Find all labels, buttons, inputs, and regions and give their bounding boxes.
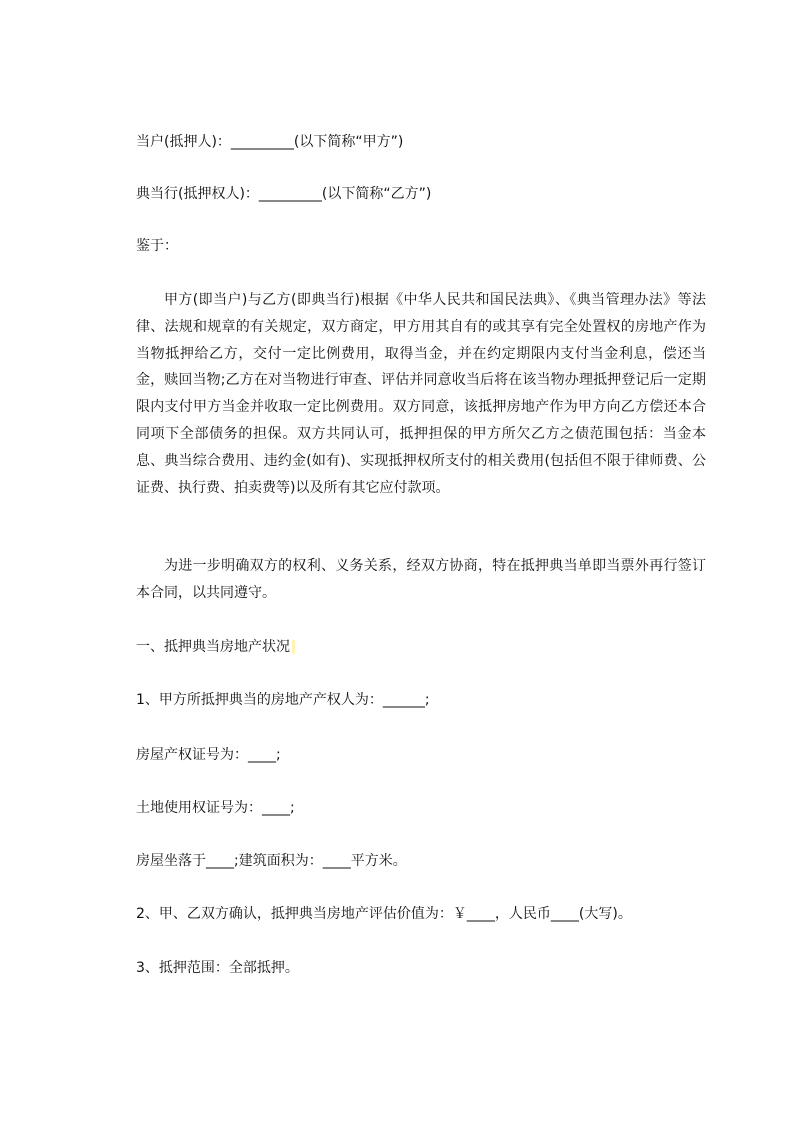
recital-paragraph: 甲方(即当户)与乙方(即典当行)根据《中华人民共和国民法典》、《典当管理办法》等法律、法规和规章的有关规定，双方商定，甲方用其自有的或其享有完全处置权的房地产作为当物抵押给乙方，交付一定比例费用，取得当金，并在约定期限内支付当金利息，偿还当金，赎回当物;乙方在对当物进行审查、评估并同意收当后将在该当物办理抵押登记后一定期限内支付甲方当金并收取一定比例费用。双方同意，该抵押房地产作为甲方向乙方偿还本合同项下全部债务的担保。双方共同认可，抵押担保的甲方所欠乙方之债范围包括：当金本息、典当综合费用、违约金(如有)、实现抵押权所支付的相关费用(包括但不限于律师费、公证费、执行费、拍卖费等)以及所有其它应付款项。 [136,292,706,496]
item-3-scope: 3、抵押范围：全部抵押。 [136,960,299,976]
section-1-title-text: 一、抵押典当房地产状况 [136,639,290,655]
party-b-line: 典当行(抵押权人)：_________(以下简称“乙方”) [136,186,432,202]
location-area-line: 房屋坐落于____;建筑面积为：____平方米。 [136,853,407,869]
item-2-valuation: 2、甲、乙双方确认，抵押典当房地产评估价值为：￥____，人民币____(大写)。 [136,906,632,922]
purpose-paragraph: 为进一步明确双方的权利、义务关系，经双方协商，特在抵押典当单即当票外再行签订本合同，以共同遵守。 [136,558,706,601]
land-cert-line: 土地使用权证号为：____; [136,800,295,816]
section-1-title [136,637,295,657]
party-a-line: 当户(抵押人)：_________(以下简称“甲方”) [136,134,404,150]
whereas-label: 鉴于： [136,238,178,254]
item-1-owner: 1、甲方所抵押典当的房地产产权人为：______; [136,692,430,708]
highlight-mark [292,640,295,654]
house-cert-line: 房屋产权证号为：____; [136,747,281,763]
